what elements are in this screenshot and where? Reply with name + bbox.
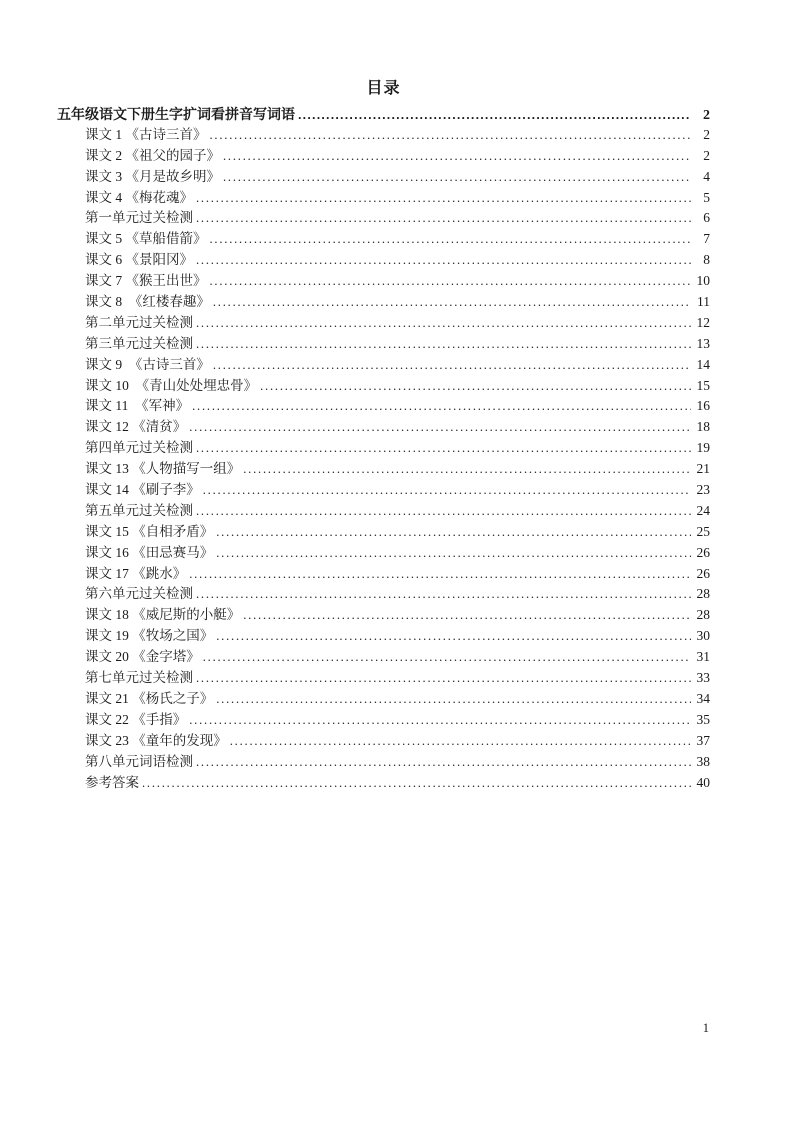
toc-entry-label: 课文 8 《红楼春趣》 [85,294,210,310]
toc-entry-page: 8 [703,252,710,268]
toc-entry-page: 2 [703,126,710,142]
toc-entry-label: 第八单元词语检测 [85,753,193,769]
toc-entry-row[interactable] [57,188,710,209]
toc-entry-label: 第六单元过关检测 [85,586,193,602]
toc-entry-row[interactable] [57,313,710,334]
toc-entry-label: 课文 3 《月是故乡明》 [85,168,220,184]
toc-leader-dots [196,250,691,271]
toc-entry-page: 23 [696,482,710,498]
toc-entry-page: 28 [696,586,710,602]
toc-entry-row[interactable] [57,626,710,647]
toc-leader-dots [223,167,691,188]
toc-entry-row[interactable] [57,125,710,146]
toc-entry-label: 参考答案 [85,774,139,790]
toc-leader-dots [196,584,691,605]
toc-entry-label: 课文 6 《景阳冈》 [85,252,193,268]
toc-entry-row[interactable] [57,731,710,752]
toc-entry-label: 课文 13 《人物描写一组》 [85,461,241,477]
toc-entry-page: 4 [703,168,710,184]
toc-entry-row[interactable] [57,271,710,292]
toc-entry-page: 15 [696,377,710,393]
toc-entry-page: 18 [696,419,710,435]
toc-entry-row[interactable] [57,564,710,585]
toc-entry-page: 19 [696,440,710,456]
toc-heading-row[interactable] [57,104,710,125]
toc-leader-dots [210,125,692,146]
toc-entry-row[interactable] [57,334,710,355]
toc-leader-dots [196,188,691,209]
footer-page-number: 1 [702,1021,709,1035]
toc-entry-row[interactable] [57,376,710,397]
toc-entry-row[interactable] [57,668,710,689]
toc-leader-dots [192,396,691,417]
toc-leader-dots [298,104,691,126]
toc-entry-page: 31 [696,649,710,665]
toc-entry-label: 课文 9 《古诗三首》 [85,356,210,372]
toc-leader-dots [196,501,691,522]
toc-leader-dots [213,355,691,376]
toc-leader-dots [216,522,691,543]
toc-entry-page: 34 [696,690,710,706]
toc-entry-row[interactable] [57,459,710,480]
toc-entry-page: 28 [696,607,710,623]
toc-leader-dots [243,605,691,626]
toc-entry-label: 课文 17 《跳水》 [85,565,187,581]
toc-entry-label: 五年级语文下册生字扩词看拼音写词语 [57,106,295,122]
toc-entry-page: 14 [696,356,710,372]
page-title: 目录 [366,80,401,97]
toc-entry-row[interactable] [57,355,710,376]
toc-entry-label: 课文 2 《祖父的园子》 [85,147,220,163]
toc-entry-page: 35 [696,711,710,727]
toc-entry-label: 第五单元过关检测 [85,502,193,518]
toc-entry-row[interactable] [57,710,710,731]
toc-entry-page: 24 [696,502,710,518]
toc-leader-dots [196,752,691,773]
toc-entry-row[interactable] [57,773,710,794]
toc-entry-row[interactable] [57,292,710,313]
toc-leader-dots [260,376,691,397]
toc-entry-page: 38 [696,753,710,769]
toc-entry-row[interactable] [57,501,710,522]
toc-entry-page: 33 [696,670,710,686]
toc-entry-page: 40 [696,774,710,790]
toc-entry-page: 6 [703,210,710,226]
toc-entry-page: 26 [696,544,710,560]
toc-entry-row[interactable] [57,417,710,438]
toc-entry-page: 2 [703,108,710,123]
toc-leader-dots [223,146,691,167]
toc-leader-dots [203,480,691,501]
toc-entry-label: 课文 5 《草船借箭》 [85,231,207,247]
toc-entry-label: 第四单元过关检测 [85,440,193,456]
toc-entry-page: 26 [696,565,710,581]
toc-entry-page: 13 [696,335,710,351]
toc-entry-page: 16 [696,398,710,414]
toc-entry-row[interactable] [57,208,710,229]
toc-entry-label: 第七单元过关检测 [85,670,193,686]
toc-entry-page: 21 [696,461,710,477]
toc-entry-label: 课文 18 《威尼斯的小艇》 [85,607,241,623]
toc-entry-row[interactable] [57,752,710,773]
toc-entry-page: 12 [696,314,710,330]
toc-entry-label: 课文 12 《清贫》 [85,419,187,435]
toc-entry-page: 5 [703,189,710,205]
toc-leader-dots [196,208,691,229]
toc-leader-dots [213,292,691,313]
toc-leader-dots [189,417,691,438]
toc-leader-dots [243,459,691,480]
toc-entry-row[interactable] [57,689,710,710]
toc [57,104,710,793]
toc-entry-label: 第三单元过关检测 [85,335,193,351]
toc-entry-row[interactable] [57,543,710,564]
toc-entry-label: 课文 4 《梅花魂》 [85,189,193,205]
toc-entry-page: 7 [703,231,710,247]
toc-leader-dots [142,773,691,794]
toc-entry-row[interactable] [57,522,710,543]
toc-leader-dots [189,710,691,731]
toc-entry-page: 30 [696,628,710,644]
toc-entry-row[interactable] [57,396,710,417]
toc-entry-label: 课文 22 《手指》 [85,711,187,727]
toc-entry-label: 课文 10 《青山处处埋忠骨》 [85,377,258,393]
toc-entry-label: 第一单元过关检测 [85,210,193,226]
toc-entry-page: 2 [703,147,710,163]
toc-entry-row[interactable] [57,647,710,668]
toc-entry-row[interactable] [57,146,710,167]
toc-entry-label: 课文 11 《军神》 [85,398,190,414]
toc-leader-dots [216,626,691,647]
toc-leader-dots [196,438,691,459]
toc-entry-label: 课文 23 《童年的发现》 [85,732,227,748]
toc-leader-dots [210,229,692,250]
toc-entry-row[interactable] [57,480,710,501]
toc-entry-label: 课文 1 《古诗三首》 [85,126,207,142]
toc-leader-dots [230,731,691,752]
toc-entry-label: 课文 16 《田忌赛马》 [85,544,214,560]
toc-entry-row[interactable] [57,167,710,188]
toc-entry-row[interactable] [57,584,710,605]
toc-leader-dots [196,313,691,334]
toc-entry-page: 10 [696,273,710,289]
toc-leader-dots [189,564,691,585]
toc-entry-label: 课文 21 《杨氏之子》 [85,690,214,706]
toc-leader-dots [203,647,691,668]
toc-leader-dots [196,668,691,689]
toc-entry-label: 课文 7 《猴王出世》 [85,273,207,289]
toc-entry-row[interactable] [57,250,710,271]
toc-entry-label: 课文 20 《金字塔》 [85,649,200,665]
toc-leader-dots [216,689,691,710]
toc-entry-label: 课文 19 《牧场之国》 [85,628,214,644]
toc-entry-label: 课文 15 《自相矛盾》 [85,523,214,539]
toc-leader-dots [196,334,691,355]
toc-entry-row[interactable] [57,605,710,626]
toc-leader-dots [210,271,692,292]
toc-entry-label: 第二单元过关检测 [85,314,193,330]
toc-entry-label: 课文 14 《刷子李》 [85,482,200,498]
toc-entry-row[interactable] [57,229,710,250]
toc-entry-row[interactable] [57,438,710,459]
toc-entry-page: 37 [696,732,710,748]
toc-leader-dots [216,543,691,564]
toc-entry-page: 11 [697,294,710,310]
toc-entry-page: 25 [696,523,710,539]
